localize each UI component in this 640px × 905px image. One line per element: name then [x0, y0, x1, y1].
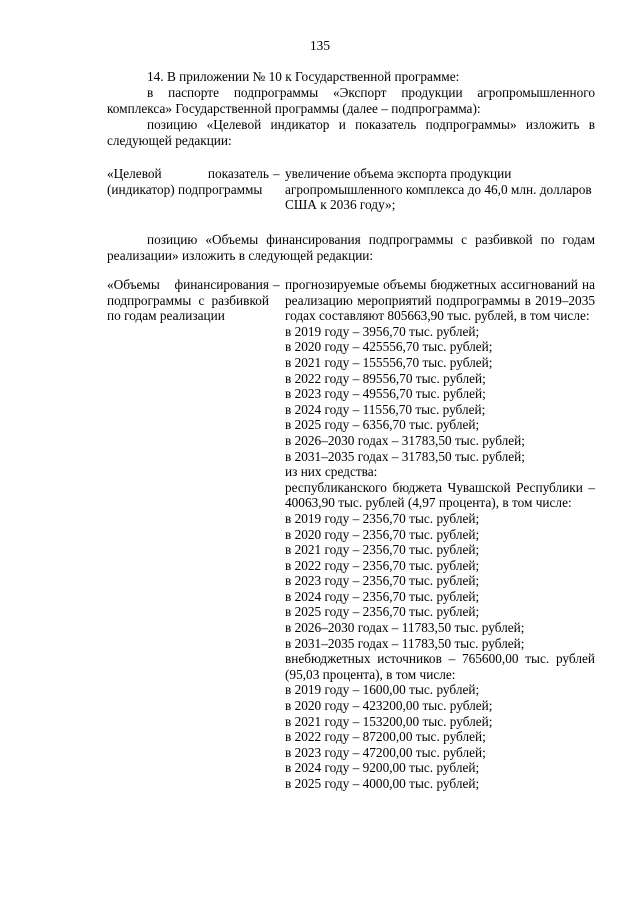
target-indicator-dash: –: [273, 166, 280, 181]
list-item: в 2021 году – 153200,00 тыс. рублей;: [285, 713, 493, 729]
target-indicator-label: «Целевой показатель (индикатор) подпрограммы: [107, 166, 269, 197]
list-item: в 2025 году – 2356,70 тыс. рублей;: [285, 604, 480, 620]
list-item: в 2025 году – 6356,70 тыс. рублей;: [285, 417, 480, 433]
list-item: в 2031–2035 годах – 11783,50 тыс. рублей;: [285, 635, 525, 651]
list-item: в 2019 году – 3956,70 тыс. рублей;: [285, 323, 480, 339]
list-item: в 2023 году – 2356,70 тыс. рублей;: [285, 573, 480, 589]
list-item: в 2021 году – 155556,70 тыс. рублей;: [285, 354, 493, 370]
position1-intro: позицию «Целевой индикатор и показатель подпрограммы» изложить в следующей редакции:: [107, 117, 595, 148]
list-item: в 2020 году – 2356,70 тыс. рублей;: [285, 526, 480, 542]
list-item: в 2023 году – 47200,00 тыс. рублей;: [285, 744, 486, 760]
total-years-list: [285, 324, 595, 464]
position2-intro: позицию «Объемы финансирования подпрограммы с разбивкой по годам реализации» изложить в следующей редакции:: [107, 232, 595, 263]
passport-intro: в паспорте подпрограммы «Экспорт продукции агропромышленного комплекса» Государственной программы (далее – подпрограмма):: [107, 85, 595, 116]
of-which-label: из них средства:: [285, 464, 378, 480]
list-item: в 2024 году – 11556,70 тыс. рублей;: [285, 401, 486, 417]
extrabudgetary-intro: внебюджетных источников – 765600,00 тыс. рублей (95,03 процента), в том числе:: [285, 651, 595, 682]
funding-intro: прогнозируемые объемы бюджетных ассигнований на реализацию мероприятий подпрограммы в 2019–2035 годах составляют 805663,90 тыс. рублей, в том числе:: [285, 277, 595, 324]
funding-details: [285, 277, 595, 792]
list-item: в 2020 году – 423200,00 тыс. рублей;: [285, 698, 493, 714]
extrabudgetary-years-list: [285, 682, 595, 791]
list-item: в 2020 году – 425556,70 тыс. рублей;: [285, 339, 493, 355]
item-heading: 14. В приложении № 10 к Государственной программе:: [147, 69, 460, 84]
republican-budget-intro: республиканского бюджета Чувашской Республики – 40063,90 тыс. рублей (4,97 процента), в том числе:: [285, 479, 595, 511]
funding-label: «Объемы финансирования подпрограммы с разбивкой по годам реализации: [107, 277, 269, 324]
list-item: в 2031–2035 годах – 31783,50 тыс. рублей;: [285, 448, 525, 464]
target-indicator-text: увеличение объема экспорта продукции агропромышленного комплекса до 46,0 млн. долларов США к 2036 году»;: [285, 166, 592, 213]
republican-years-list: [285, 511, 595, 651]
list-item: в 2024 году – 9200,00 тыс. рублей;: [285, 760, 480, 776]
list-item: в 2022 году – 89556,70 тыс. рублей;: [285, 370, 486, 386]
list-item: в 2022 году – 2356,70 тыс. рублей;: [285, 557, 480, 573]
list-item: в 2025 году – 4000,00 тыс. рублей;: [285, 776, 480, 791]
list-item: в 2024 году – 2356,70 тыс. рублей;: [285, 588, 480, 604]
list-item: в 2022 году – 87200,00 тыс. рублей;: [285, 729, 486, 745]
list-item: в 2026–2030 годах – 31783,50 тыс. рублей;: [285, 432, 525, 448]
funding-dash: –: [273, 277, 280, 292]
list-item: в 2021 году – 2356,70 тыс. рублей;: [285, 542, 480, 558]
list-item: в 2019 году – 2356,70 тыс. рублей;: [285, 510, 480, 526]
list-item: в 2026–2030 годах – 11783,50 тыс. рублей;: [285, 620, 525, 636]
page-number: 135: [310, 38, 330, 53]
list-item: в 2023 году – 49556,70 тыс. рублей;: [285, 386, 486, 402]
list-item: в 2019 году – 1600,00 тыс. рублей;: [285, 682, 480, 698]
